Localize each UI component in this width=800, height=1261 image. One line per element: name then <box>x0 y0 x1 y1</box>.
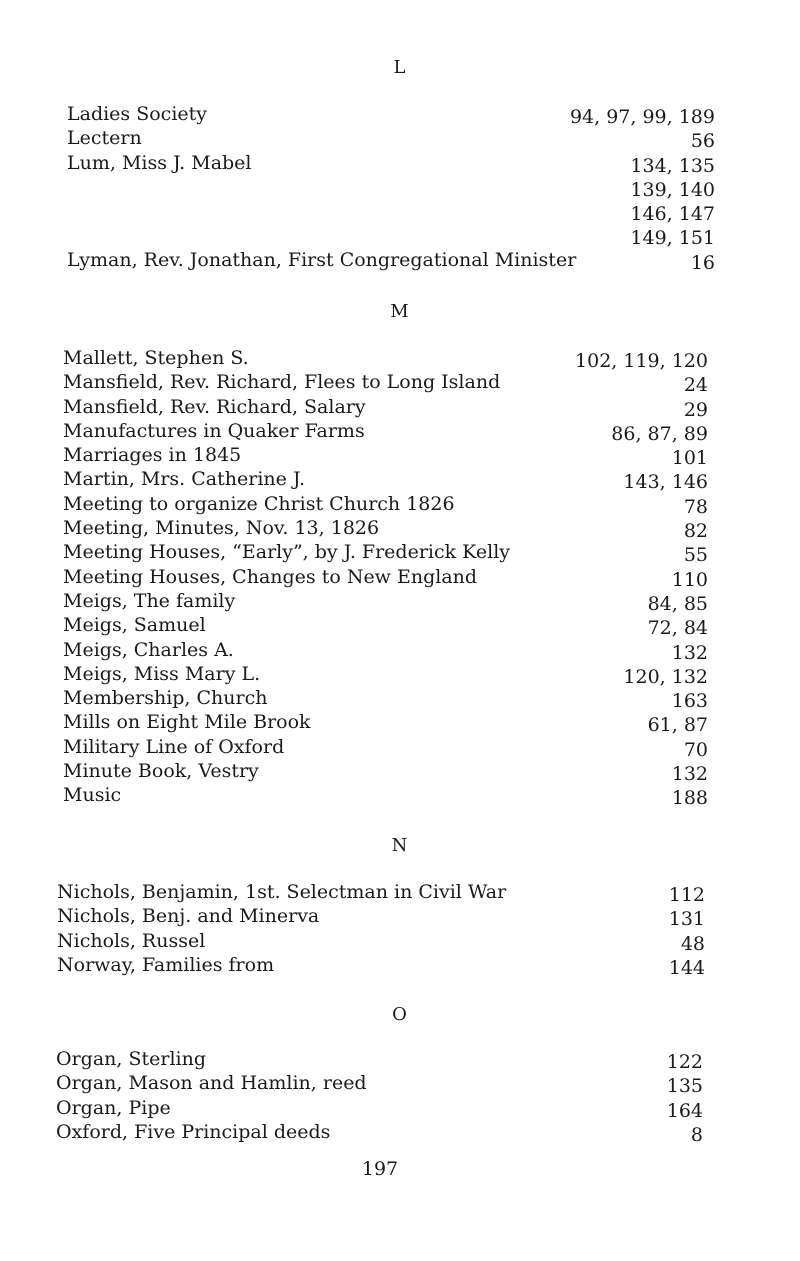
index-entry <box>67 126 715 153</box>
index-entry <box>63 783 708 810</box>
entry-pages: 146, 147 <box>630 203 715 226</box>
entry-pages: 70 <box>683 738 708 761</box>
entry-topic: Marriages in 1845 <box>63 444 242 467</box>
entry-pages: 94, 97, 99, 189 <box>569 106 715 128</box>
index-entry <box>63 613 708 640</box>
index-entry <box>67 223 715 250</box>
entry-topic: Nichols, Benjamin, 1st. Selectman in Civil War <box>57 881 507 903</box>
entry-topic: Nichols, Russel <box>57 929 206 952</box>
entry-pages: 48 <box>680 932 705 955</box>
index-entry <box>63 759 708 786</box>
section-letter: N <box>391 835 409 856</box>
entry-pages: 149, 151 <box>630 227 715 250</box>
entry-topic: Meeting Houses, “Early”, by J. Frederick Kelly <box>63 541 511 564</box>
index-entry <box>67 102 715 126</box>
entry-topic: Military Line of Oxford <box>63 735 285 758</box>
index-entry <box>67 175 715 199</box>
index-entry <box>63 516 708 543</box>
entry-topic: Organ, Sterling <box>56 1048 206 1070</box>
entry-pages: 112 <box>668 884 705 906</box>
section-letter: M <box>390 301 410 322</box>
entry-topic: Lyman, Rev. Jonathan, First Congregational Minister <box>67 248 577 271</box>
index-entry <box>67 199 715 226</box>
index-entry <box>56 1096 703 1120</box>
index-entry <box>67 248 715 272</box>
entry-topic: Ladies Society <box>67 103 208 125</box>
page-number: 197 <box>361 1158 399 1180</box>
entry-topic: Meigs, The family <box>63 589 236 612</box>
entry-pages: 101 <box>671 447 708 470</box>
entry-pages: 139, 140 <box>630 178 715 201</box>
entry-topic: Meeting Houses, Changes to New England <box>63 565 478 588</box>
entry-list <box>63 346 708 808</box>
entry-pages: 164 <box>666 1099 703 1122</box>
entry-topic: Meeting, Minutes, Nov. 13, 1826 <box>63 517 380 540</box>
index-entry <box>63 395 708 419</box>
entry-pages: 86, 87, 89 <box>611 422 708 445</box>
index-entry <box>63 443 708 470</box>
index-entry <box>63 370 708 397</box>
entry-topic: Nichols, Benj. and Minerva <box>57 905 320 928</box>
entry-pages: 84, 85 <box>647 592 708 615</box>
entry-topic: Meigs, Miss Mary L. <box>63 662 261 685</box>
index-entry <box>63 492 708 516</box>
index-entry <box>63 662 708 686</box>
entry-pages: 110 <box>671 568 708 591</box>
entry-topic: Membership, Church <box>63 687 268 710</box>
index-entry <box>56 1071 703 1098</box>
entry-pages: 82 <box>683 520 708 543</box>
entry-topic: Music <box>63 784 122 807</box>
entry-pages: 72, 84 <box>647 617 708 640</box>
index-entry <box>63 638 708 662</box>
index-entry <box>56 1120 703 1144</box>
entry-topic: Mills on Eight Mile Brook <box>63 711 311 734</box>
entry-pages: 132 <box>671 763 708 786</box>
entry-pages: 188 <box>671 787 708 810</box>
entry-topic: Mansfield, Rev. Richard, Salary <box>63 395 366 418</box>
entry-pages: 8 <box>690 1123 703 1146</box>
entry-pages: 135 <box>666 1075 703 1098</box>
entry-topic: Norway, Families from <box>57 953 275 976</box>
index-entry <box>63 467 708 494</box>
index-entry <box>57 929 705 953</box>
entry-list <box>56 1047 703 1144</box>
entry-topic: Meigs, Charles A. <box>63 638 234 661</box>
index-entry <box>63 735 708 759</box>
entry-topic: Mansfield, Rev. Richard, Flees to Long Island <box>63 371 501 394</box>
index-entry <box>63 710 708 737</box>
entry-pages: 16 <box>690 251 715 274</box>
entry-pages: 132 <box>671 641 708 664</box>
index-entry <box>56 1047 703 1071</box>
section-letter: L <box>393 57 407 78</box>
entry-list <box>57 880 705 977</box>
entry-topic: Organ, Mason and Hamlin, reed <box>56 1072 367 1095</box>
index-entry <box>57 953 705 977</box>
index-entry <box>63 686 708 713</box>
index-entry <box>63 419 708 443</box>
index-entry <box>57 904 705 931</box>
entry-pages: 134, 135 <box>630 154 715 177</box>
index-entry <box>63 565 708 589</box>
entry-topic: Manufactures in Quaker Farms <box>63 419 365 442</box>
entry-topic: Meeting to organize Christ Church 1826 <box>63 492 455 515</box>
entry-topic: Organ, Pipe <box>56 1096 171 1119</box>
entry-pages: 144 <box>668 956 705 979</box>
entry-topic: Meigs, Samuel <box>63 614 206 637</box>
entry-pages: 131 <box>668 908 705 931</box>
entry-topic: Oxford, Five Principal deeds <box>56 1120 331 1143</box>
entry-pages: 78 <box>683 495 708 518</box>
entry-pages: 122 <box>666 1051 703 1073</box>
entry-list <box>67 102 715 272</box>
entry-pages: 55 <box>683 544 708 567</box>
index-entry <box>57 880 705 904</box>
entry-pages: 143, 146 <box>623 471 708 494</box>
index-entry <box>63 589 708 613</box>
entry-pages: 29 <box>683 398 708 421</box>
section-letter: O <box>392 1004 408 1025</box>
index-entry <box>63 346 708 370</box>
entry-topic: Martin, Mrs. Catherine J. <box>63 468 306 491</box>
entry-pages: 56 <box>690 130 715 153</box>
entry-pages: 24 <box>683 374 708 397</box>
index-entry <box>67 151 715 175</box>
entry-topic: Minute Book, Vestry <box>63 760 259 783</box>
entry-pages: 102, 119, 120 <box>575 350 708 372</box>
entry-pages: 120, 132 <box>623 665 708 688</box>
entry-pages: 61, 87 <box>647 714 708 737</box>
index-entry <box>63 540 708 567</box>
entry-topic: Lum, Miss J. Mabel <box>67 151 252 174</box>
entry-topic: Lectern <box>67 127 142 150</box>
entry-topic: Mallett, Stephen S. <box>63 347 249 369</box>
entry-pages: 163 <box>671 690 708 713</box>
